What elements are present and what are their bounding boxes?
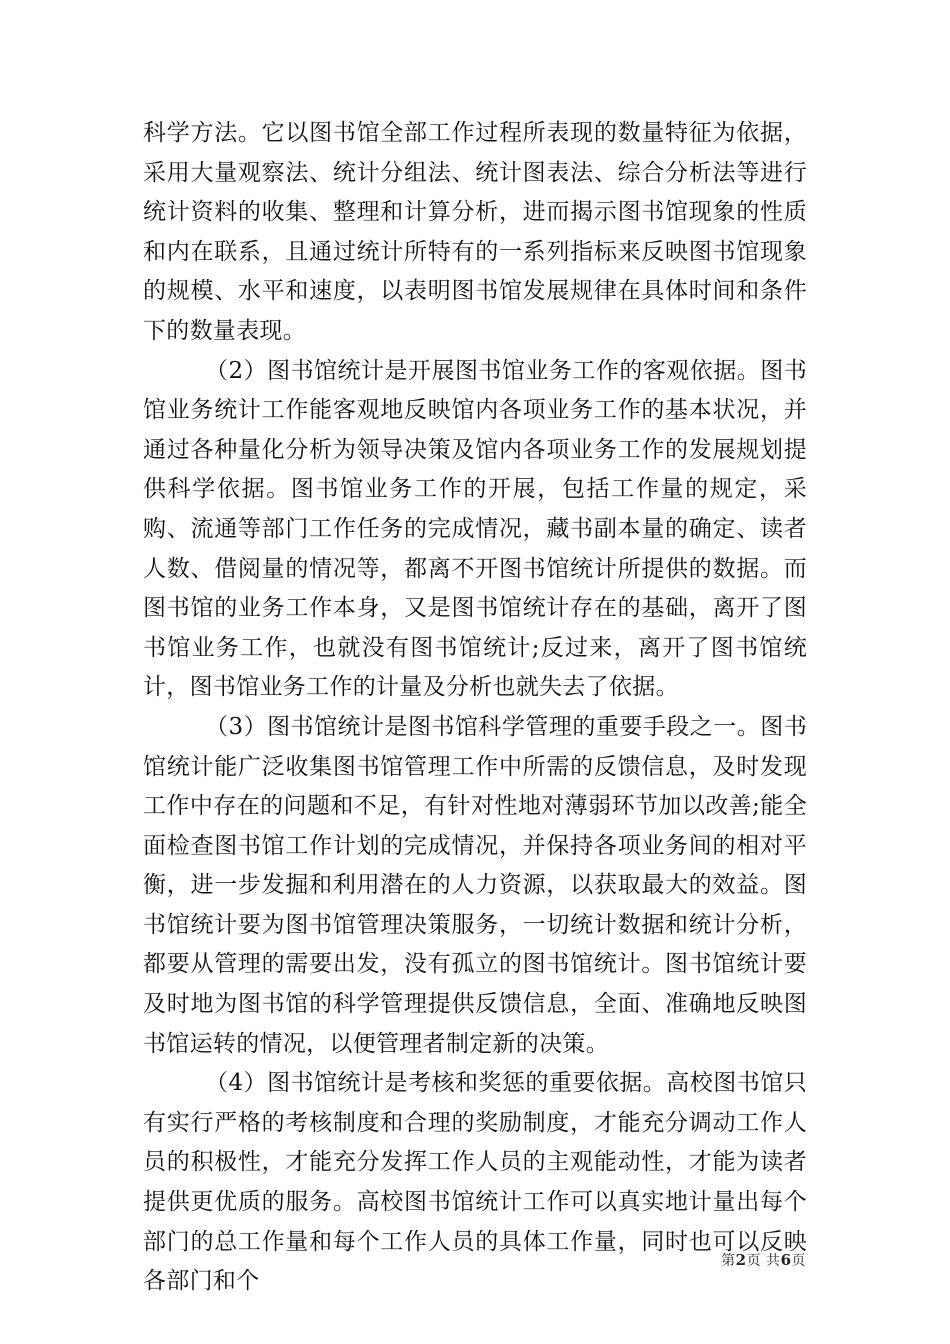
footer-prefix: 第 <box>721 1253 736 1269</box>
paragraph-point-2: （2）图书馆统计是开展图书馆业务工作的客观依据。图书馆业务统计工作能客观地反映馆内各项业务工作的基本状况，并通过各种量化分析为领导决策及馆内各项业务工作的发展规划提供科学依据。图书馆业务工作的开展，包括工作量的规定，采购、流通等部门工作任务的完成情况，藏书副本量的确定、读者人数、借阅量的情况等，都离不开图书馆统计所提供的数据。而图书馆的业务工作本身，又是图书馆统计存在的基础，离开了图书馆业务工作，也就没有图书馆统计;反过来，离开了图书馆统计，图书馆业务工作的计量及分析也就失去了依据。 <box>143 357 807 701</box>
footer-suffix: 页 <box>791 1253 806 1269</box>
page-footer <box>721 1250 806 1270</box>
body-text <box>143 114 807 1302</box>
total-pages-number: 6 <box>780 1251 792 1269</box>
current-page-number: 2 <box>735 1251 747 1269</box>
footer-middle: 页 共 <box>746 1253 781 1269</box>
paragraph-intro-continuation: 科学方法。它以图书馆全部工作过程所表现的数量特征为依据，采用大量观察法、统计分组法、统计图表法、综合分析法等进行统计资料的收集、整理和计算分析，进而揭示图书馆现象的性质和内在联系，且通过统计所特有的一系列指标来反映图书馆现象的规模、水平和速度，以表明图书馆发展规律在具体时间和条件下的数量表现。 <box>143 120 807 344</box>
paragraph-point-3: （3）图书馆统计是图书馆科学管理的重要手段之一。图书馆统计能广泛收集图书馆管理工作中所需的反馈信息，及时发现工作中存在的问题和不足，有针对性地对薄弱环节加以改善;能全面检查图书馆工作计划的完成情况，并保持各项业务间的相对平衡，进一步发掘和利用潜在的人力资源，以获取最大的效益。图书馆统计要为图书馆管理决策服务，一切统计数据和统计分析，都要从管理的需要出发，没有孤立的图书馆统计。图书馆统计要及时地为图书馆的科学管理提供反馈信息，全面、准确地反映图书馆运转的情况，以便管理者制定新的决策。 <box>143 713 807 1057</box>
paragraph-point-4: （4）图书馆统计是考核和奖惩的重要依据。高校图书馆只有实行严格的考核制度和合理的奖励制度，才能充分调动工作人员的积极性，才能充分发挥工作人员的主观能动性，才能为读者提供更优质的服务。高校图书馆统计工作可以真实地计量出每个部门的总工作量和每个工作人员的具体工作量，同时也可以反映各部门和个 <box>143 1070 807 1295</box>
